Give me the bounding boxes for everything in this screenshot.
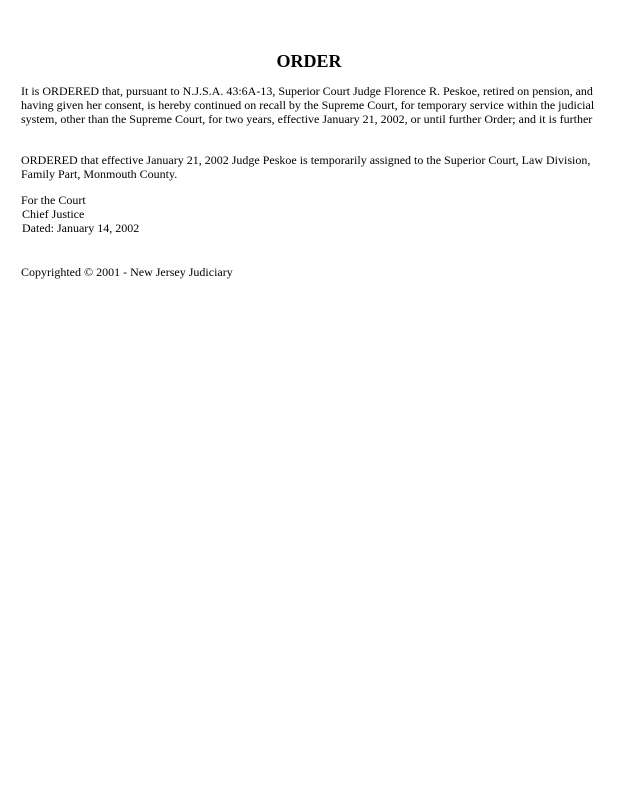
for-the-court-line: For the Court <box>21 193 86 207</box>
copyright-notice: Copyrighted © 2001 - New Jersey Judiciary <box>21 265 233 279</box>
dated-line: Dated: January 14, 2002 <box>22 221 140 235</box>
order-paragraph-1: It is ORDERED that, pursuant to N.J.S.A. 43:6A-13, Superior Court Judge Florence R. Peskoe, retired on pension, and having given her consent, is hereby continued on recall by the Supreme Court, for temporary service within the judicial system, other than the Supreme Court, for two years, effective January 21, 2002, or until further Order; and it is further <box>21 84 595 126</box>
chief-justice-line: Chief Justice <box>22 207 85 221</box>
order-paragraph-2: ORDERED that effective January 21, 2002 Judge Peskoe is temporarily assigned to the Superior Court, Law Division, Family Part, Monmouth County. <box>21 153 591 181</box>
page-title: ORDER <box>276 51 342 71</box>
signature-block <box>21 193 139 235</box>
